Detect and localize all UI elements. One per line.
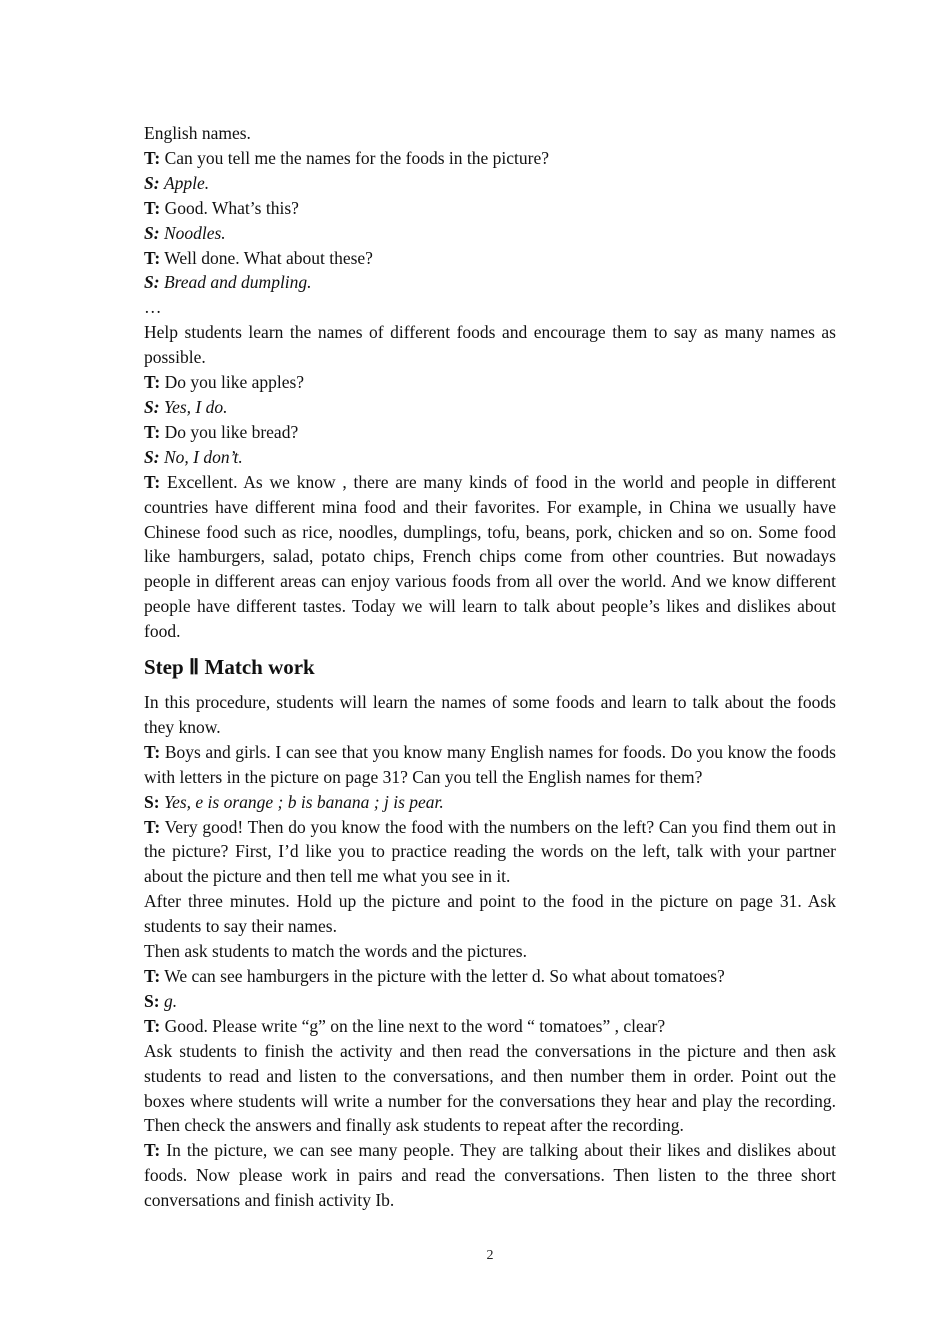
instruction-paragraph: After three minutes. Hold up the picture and point to the food in the picture on page 31. Ask students to say their names. <box>144 891 836 937</box>
speaker-label: S: <box>144 446 160 467</box>
dialog-text: g. <box>163 990 178 1011</box>
teacher-paragraph <box>144 740 836 790</box>
speaker-label: T: <box>144 372 161 393</box>
document-page <box>144 121 836 1213</box>
instruction-paragraph: Ask students to finish the activity and then read the conversations in the picture and then ask students to read and listen to the conversations, and then number them in order. Point out the boxes where students will write a number for the conversations they hear and play the recording. Then check the answers and finally ask students to repeat after the recording. <box>144 1040 836 1136</box>
speaker-label: T: <box>144 966 161 986</box>
paragraph-text: Boys and girls. I can see that you know many English names for foods. Do you know the foods with letters in the picture on page 31? Can you tell the English names for them? <box>144 741 836 787</box>
speaker-label: T: <box>144 147 161 168</box>
speaker-label: T: <box>144 816 161 837</box>
teacher-paragraph <box>144 470 836 644</box>
teacher-paragraph <box>144 1138 836 1213</box>
speaker-label: T: <box>144 197 161 218</box>
dialog-text: We can see hamburgers in the picture with the letter d. So what about tomatoes? <box>164 966 725 986</box>
speaker-label: S: <box>144 222 160 243</box>
dialog-line <box>144 146 836 171</box>
dialog-line <box>144 270 836 295</box>
dialog-line <box>144 196 836 221</box>
instruction-line: Then ask students to match the words and the pictures. <box>144 941 527 962</box>
speaker-label: S: <box>144 172 160 193</box>
speaker-label: T: <box>144 741 161 762</box>
speaker-label: T: <box>144 1015 161 1036</box>
dialog-text: Good. Please write “g” on the line next to the word “ tomatoes” , clear? <box>164 1015 666 1036</box>
dialog-text: Apple. <box>163 172 210 193</box>
speaker-label: T: <box>144 421 161 442</box>
dialog-line <box>144 395 836 420</box>
speaker-label: S: <box>144 396 160 417</box>
teacher-paragraph <box>144 815 836 890</box>
dialog-line <box>144 370 836 395</box>
dialog-text: Yes, I do. <box>163 396 228 417</box>
speaker-label: T: <box>144 247 161 268</box>
speaker-label: T: <box>144 1140 161 1161</box>
step2-intro: In this procedure, students will learn the names of some foods and learn to talk about the foods they know. <box>144 692 836 737</box>
dialog-text: Bread and dumpling. <box>163 272 312 293</box>
page-number: 2 <box>486 1248 494 1263</box>
student-line <box>144 989 836 1014</box>
paragraph-text: Very good! Then do you know the food with the numbers on the left? Can you find them out in the picture? First, I’d like you to practice reading the words on the left, talk with your partner about the picture and then tell me what you see in it. <box>144 816 836 887</box>
dialog-text: Can you tell me the names for the foods in the picture? <box>164 147 549 168</box>
dialog-text: No, I don’t. <box>163 446 243 467</box>
speaker-label: T: <box>144 471 161 492</box>
instruction-paragraph: Help students learn the names of different foods and encourage them to say as many names as possible. <box>144 322 836 368</box>
teacher-line <box>144 964 836 989</box>
dialog-text: Good. What’s this? <box>164 197 299 218</box>
student-line <box>144 790 836 815</box>
speaker-label: S: <box>144 791 160 812</box>
speaker-label: S: <box>144 990 160 1011</box>
dialog-text: Well done. What about these? <box>164 247 373 268</box>
dialog-line <box>144 221 836 246</box>
ellipsis: … <box>144 297 162 318</box>
paragraph-text: Excellent. As we know , there are many kinds of food in the world and people in different countries have different mina food and their favorites. For example, in China we usually have Chinese food such as rice, noodles, dumplings, tofu, beans, pork, chicken and so on. Some food like hamburgers, salad, potato chips, French chips come from other countries. But nowadays people in different areas can enjoy various foods from all over the world. And we know different people have different tastes. Today we will learn to talk about people’s likes and dislikes about food. <box>144 471 837 642</box>
section-heading-step-2: Step Ⅱ Match work <box>144 655 315 680</box>
intro-line: English names. <box>144 123 251 143</box>
speaker-label: S: <box>144 272 160 293</box>
dialog-text: Do you like bread? <box>164 421 299 442</box>
dialog-line <box>144 171 836 196</box>
dialog-text: Yes, e is orange ; b is banana ; j is pear. <box>163 791 444 812</box>
teacher-line <box>144 1014 836 1039</box>
dialog-text: Noodles. <box>163 222 226 243</box>
dialog-text: Do you like apples? <box>164 372 305 393</box>
dialog-line <box>144 445 836 470</box>
dialog-line <box>144 246 836 271</box>
dialog-line <box>144 420 836 445</box>
paragraph-text: In the picture, we can see many people. They are talking about their likes and dislikes about foods. Now please work in pairs and read the conversations. Then listen to the three short conversations and finish activity Ib. <box>144 1140 836 1211</box>
